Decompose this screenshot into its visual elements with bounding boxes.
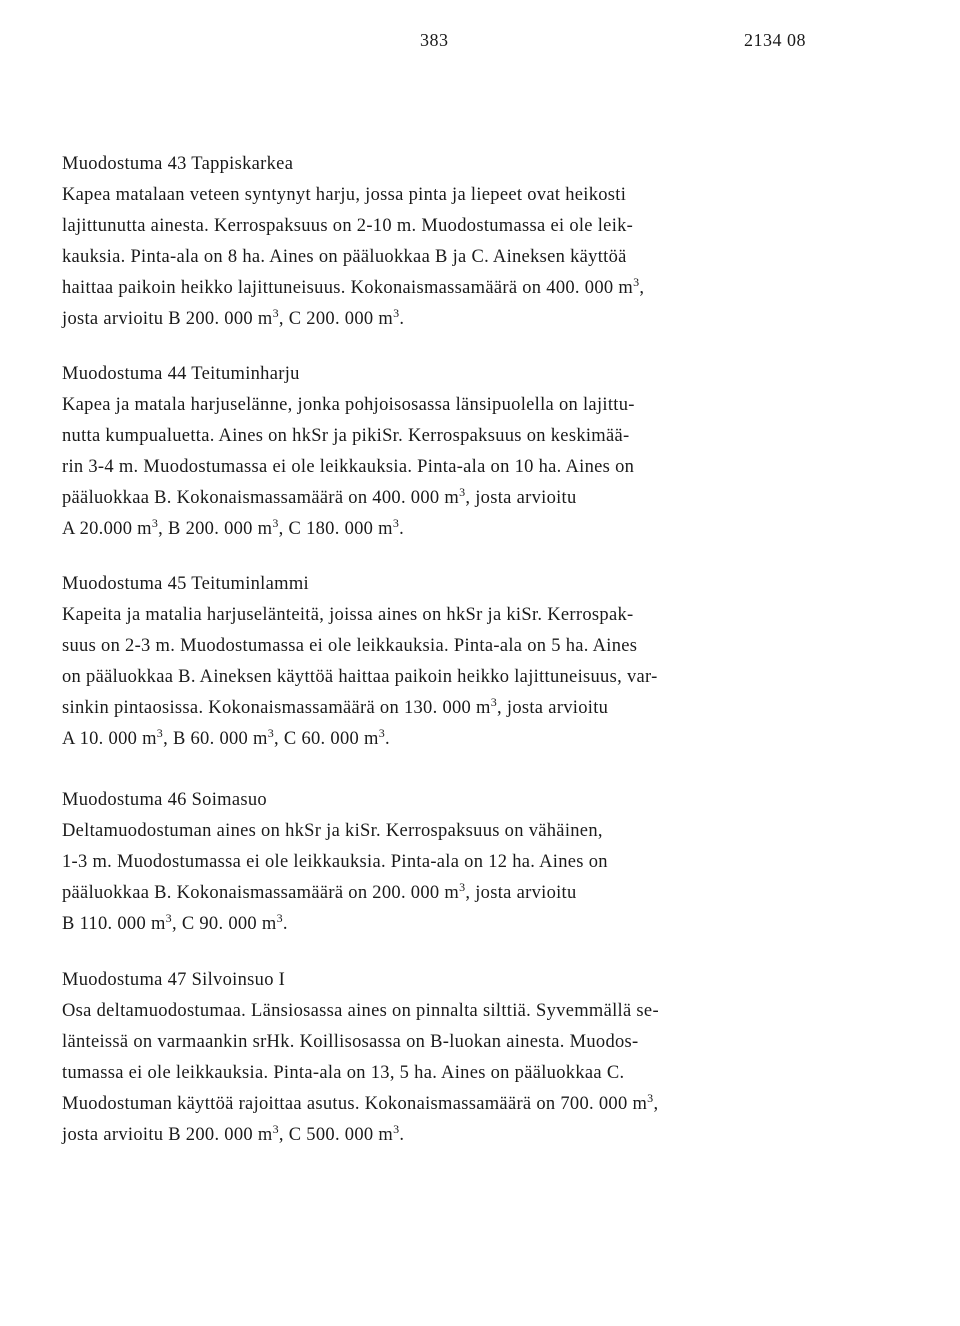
superscript-exponent: 3 bbox=[276, 911, 283, 925]
superscript-exponent: 3 bbox=[459, 880, 466, 894]
section-title: Muodostuma 47 Silvoinsuo I bbox=[62, 970, 286, 990]
superscript-exponent: 3 bbox=[392, 516, 400, 530]
paragraph-line: Kapeita ja matalia harjuselänteitä, joissa aines on hkSr ja kiSr. Kerrospak- bbox=[62, 605, 634, 625]
superscript-exponent: 3 bbox=[378, 726, 385, 740]
paragraph-line: Deltamuodostuman aines on hkSr ja kiSr. Kerrospaksuus on vähäinen, bbox=[62, 821, 603, 841]
superscript-exponent: 3 bbox=[393, 1122, 400, 1136]
paragraph-line: B 110. 000 $m^3$, C 90. 000 $m^3$. bbox=[62, 911, 288, 934]
superscript-exponent: 3 bbox=[633, 275, 640, 289]
paragraph-line: Kapea matalaan veteen syntynyt harju, jossa pinta ja liepeet ovat heikosti bbox=[62, 185, 627, 205]
section-muodostuma-46 bbox=[62, 785, 922, 940]
paragraph-line: tumassa ei ole leikkauksia. Pinta-ala on 13, 5 ha. Aines on pääluokkaa C. bbox=[62, 1063, 625, 1083]
paragraph-line: on pääluokkaa B. Aineksen käyttöä haittaa paikoin heikko lajittuneisuus, var- bbox=[62, 667, 658, 687]
paragraph-line: josta arvioitu B 200. 000 $m^3$, C 200. 000 $m^3$. bbox=[62, 306, 405, 329]
paragraph-line: nutta kumpualuetta. Aines on hkSr ja pikiSr. Kerrospaksuus on keskimää- bbox=[62, 426, 630, 446]
section-title: Muodostuma 46 Soimasuo bbox=[62, 790, 267, 810]
paragraph-line: Muodostuman käyttöä rajoittaa asutus. Kokonaismassamäärä on 700. 000 $m^3$, bbox=[62, 1091, 659, 1114]
superscript-exponent: 3 bbox=[272, 516, 279, 530]
page-number: 383 bbox=[420, 30, 449, 50]
paragraph-line: pääluokkaa B. Kokonaismassamäärä on 400. 000 $m^3$, josta arvioitu bbox=[62, 485, 577, 508]
section-title: Muodostuma 45 Teituminlammi bbox=[62, 574, 309, 594]
section-muodostuma-43 bbox=[62, 149, 922, 335]
superscript-exponent: 3 bbox=[393, 306, 400, 320]
section-title: Muodostuma 44 Teituminharju bbox=[62, 364, 300, 384]
paragraph-line: suus on 2-3 m. Muodostumassa ei ole leikkauksia. Pinta-ala on 5 ha. Aines bbox=[62, 636, 638, 656]
paragraph-line: Kapea ja matala harjuselänne, jonka pohjoisosassa länsipuolella on lajittu- bbox=[62, 395, 635, 415]
paragraph-line: kauksia. Pinta-ala on 8 ha. Aines on pääluokkaa B ja C. Aineksen käyttöä bbox=[62, 247, 627, 267]
paragraph-line: 1-3 m. Muodostumassa ei ole leikkauksia. Pinta-ala on 12 ha. Aines on bbox=[62, 852, 608, 872]
section-title: Muodostuma 43 Tappiskarkea bbox=[62, 154, 294, 174]
paragraph-line: pääluokkaa B. Kokonaismassamäärä on 200. 000 $m^3$, josta arvioitu bbox=[62, 880, 577, 903]
superscript-exponent: 3 bbox=[647, 1091, 654, 1105]
superscript-exponent: 3 bbox=[272, 1122, 279, 1136]
paragraph-line: rin 3-4 m. Muodostumassa ei ole leikkauksia. Pinta-ala on 10 ha. Aines on bbox=[62, 457, 635, 477]
paragraph-line: sinkin pintaosissa. Kokonaismassamäärä on 130. 000 $m^3$, josta arvioitu bbox=[62, 695, 609, 718]
superscript-exponent: 3 bbox=[165, 911, 172, 925]
paragraph-line: josta arvioitu B 200. 000 $m^3$, C 500. 000 $m^3$. bbox=[62, 1122, 405, 1145]
section-muodostuma-45 bbox=[62, 569, 922, 755]
paragraph-line: A 10. 000 $m^3$, B 60. 000 $m^3$, C 60. 000 $m^3$. bbox=[62, 726, 390, 749]
superscript-exponent: 3 bbox=[272, 306, 279, 320]
paragraph-line: lajittunutta ainesta. Kerrospaksuus on 2-10 m. Muodostumassa ei ole leik- bbox=[62, 216, 634, 236]
paragraph-line: länteissä on varmaankin srHk. Koillisosassa on B-luokan ainesta. Muodos- bbox=[62, 1032, 639, 1052]
superscript-exponent: 3 bbox=[490, 695, 498, 709]
superscript-exponent: 3 bbox=[267, 726, 275, 740]
section-muodostuma-47 bbox=[62, 965, 922, 1151]
superscript-exponent: 3 bbox=[156, 726, 164, 740]
section-muodostuma-44 bbox=[62, 359, 922, 545]
paragraph-line: A 20.000 $m^3$, B 200. 000 $m^3$, C 180. 000 $m^3$. bbox=[62, 516, 405, 539]
paragraph-line: Osa deltamuodostumaa. Länsiosassa aines on pinnalta silttiä. Syvemmällä se- bbox=[62, 1001, 659, 1021]
paragraph-line: haittaa paikoin heikko lajittuneisuus. Kokonaismassamäärä on 400. 000 $m^3$, bbox=[62, 275, 645, 298]
superscript-exponent: 3 bbox=[151, 516, 159, 530]
document-code: 2134 08 bbox=[744, 30, 806, 50]
superscript-exponent: 3 bbox=[459, 485, 466, 499]
